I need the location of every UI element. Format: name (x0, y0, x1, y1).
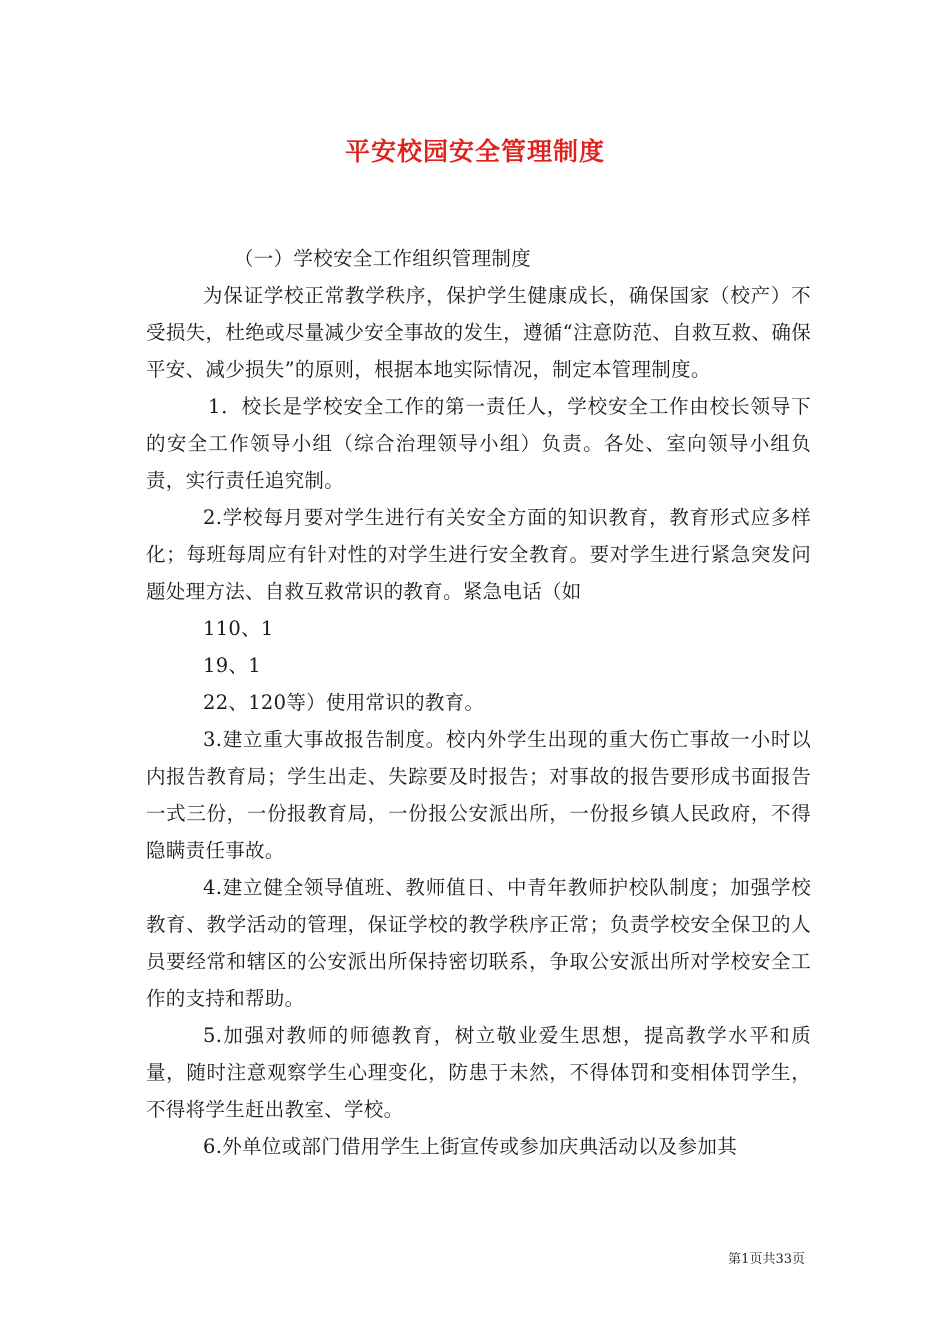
intro-paragraph: 为保证学校正常教学秩序，保护学生健康成长，确保国家（校产）不受损失，杜绝或尽量减少安全事故的发生，遵循“注意防范、自救互救、确保平安、减少损失”的原则，根据本地实际情况，制定本管理制度。 (146, 284, 811, 381)
page-number: 第1页共33页 (728, 1252, 805, 1267)
section-heading: （一）学校安全工作组织管理制度 (234, 247, 532, 270)
phone-fragment-3: 22、120等）使用常识的教育。 (203, 691, 485, 714)
rule-item-4: 4.建立健全领导值班、教师值日、中青年教师护校队制度；加强学校教育、教学活动的管理，保证学校的教学秩序正常；负责学校安全保卫的人员要经常和辖区的公安派出所保持密切联系，争取公安派出所对学校安全工作的支持和帮助。 (146, 876, 811, 1010)
document-title: 平安校园安全管理制度 (344, 137, 605, 166)
rule-item-5: 5.加强对教师的师德教育，树立敬业爱生思想，提高教学水平和质量，随时注意观察学生心理变化，防患于未然，不得体罚和变相体罚学生，不得将学生赶出教室、学校。 (146, 1024, 811, 1121)
phone-fragment-2: 19、1 (203, 654, 261, 677)
rule-item-1: 1．校长是学校安全工作的第一责任人，学校安全工作由校长领导下的安全工作领导小组（综合治理领导小组）负责。各处、室向领导小组负责，实行责任追究制。 (146, 395, 811, 492)
rule-item-2: 2.学校每月要对学生进行有关安全方面的知识教育，教育形式应多样化；每班每周应有针对性的对学生进行安全教育。要对学生进行紧急突发问题处理方法、自救互救常识的教育。紧急电话（如 (146, 506, 811, 603)
document-body (146, 240, 811, 1165)
phone-fragment-1: 110、1 (203, 617, 274, 640)
rule-item-3: 3.建立重大事故报告制度。校内外学生出现的重大伤亡事故一小时以内报告教育局；学生出走、失踪要及时报告；对事故的报告要形成书面报告一式三份，一份报教育局，一份报公安派出所，一份报乡镇人民政府，不得隐瞒责任事故。 (146, 728, 811, 862)
rule-item-6: 6.外单位或部门借用学生上街宣传或参加庆典活动以及参加其 (203, 1135, 738, 1158)
